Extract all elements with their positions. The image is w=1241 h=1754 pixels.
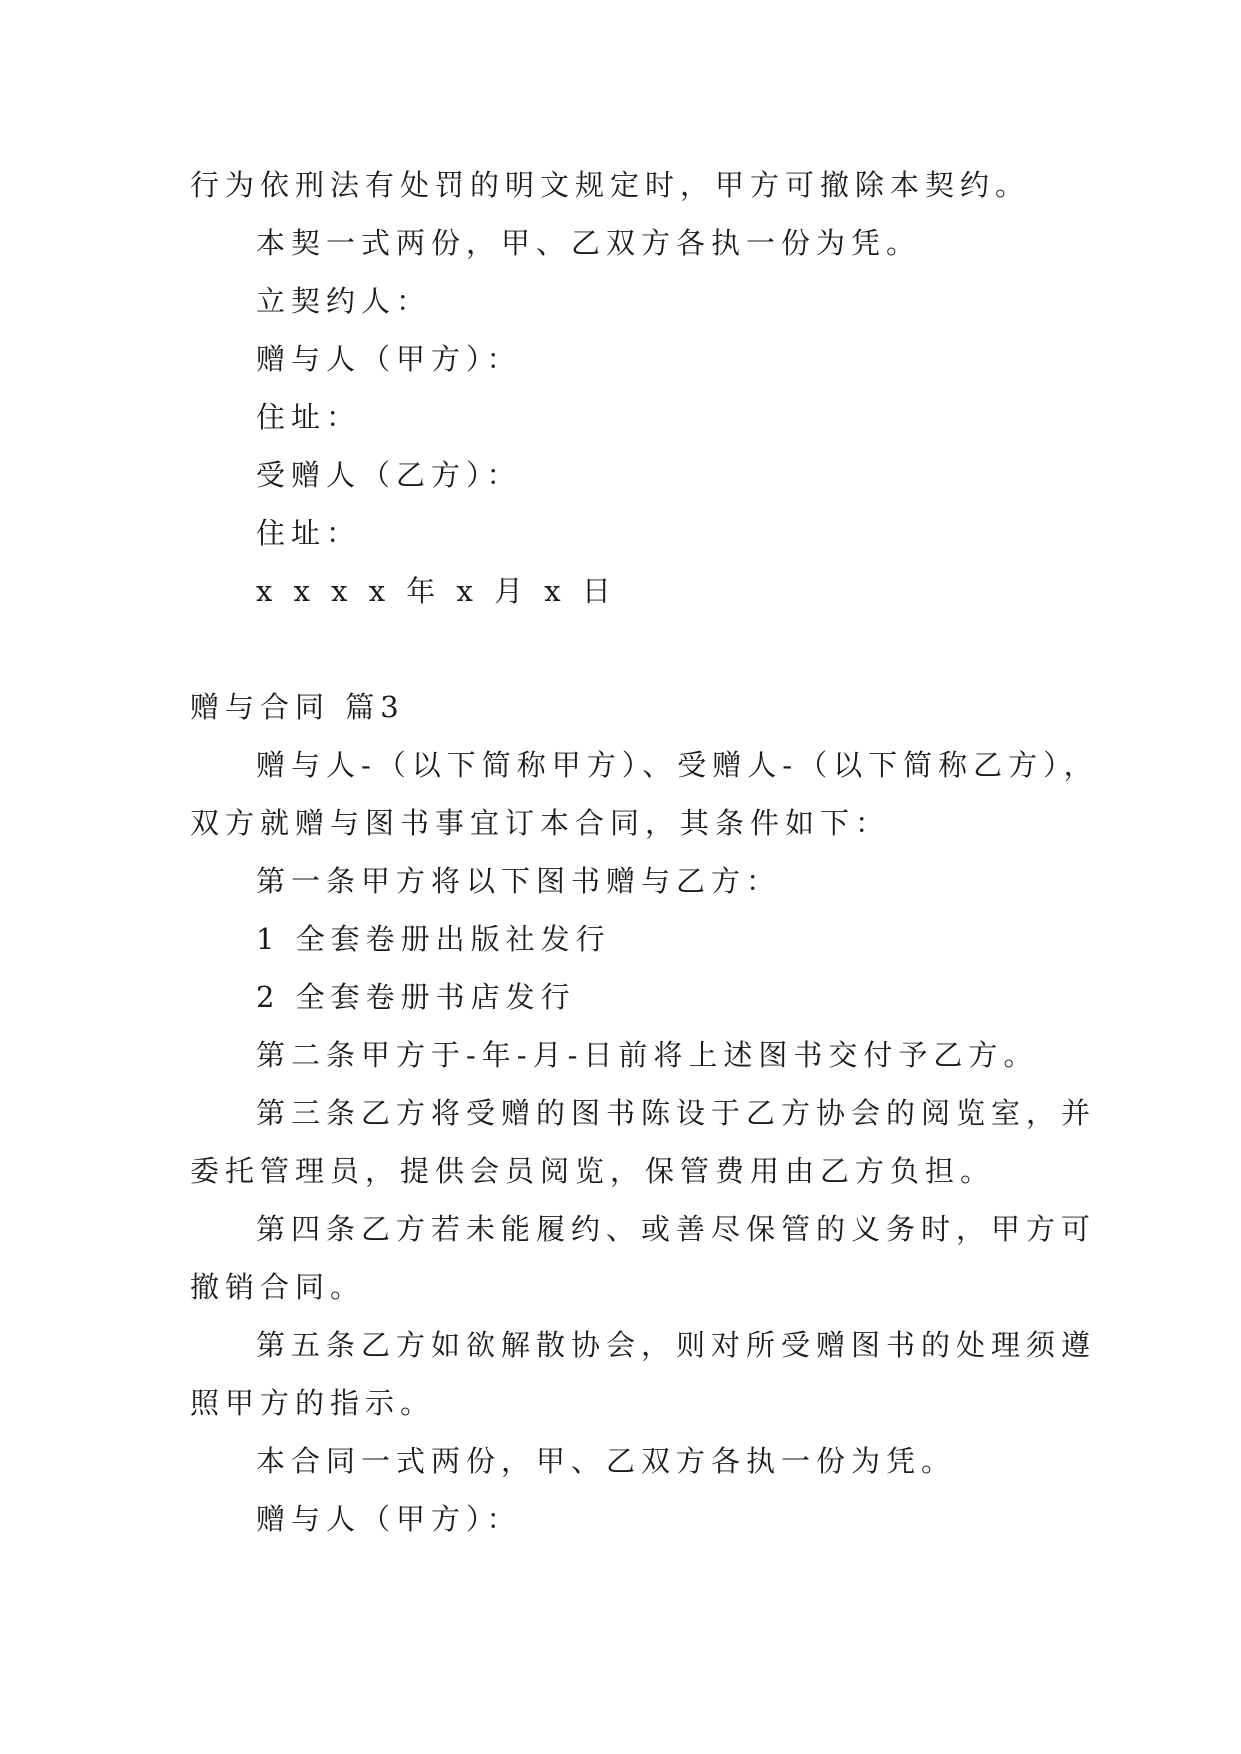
list-item: 2 全套卷册书店发行 [256,980,576,1014]
date-line: x x x x 年 x 月 x 日 [256,574,617,608]
article-line: 第二条甲方于-年-月-日前将上述图书交付予乙方。 [256,1038,1039,1072]
article-line: 第一条甲方将以下图书赠与乙方： [256,864,782,898]
donor-label: 赠与人（甲方）： [256,1502,522,1536]
address-label: 住址： [256,400,362,434]
list-item: 1 全套卷册出版社发行 [256,922,611,956]
article-line: 第三条乙方将受赠的图书陈设于乙方协会的阅览室，并 [256,1096,1097,1130]
paragraph-line: 撤销合同。 [190,1270,366,1304]
paragraph-line: 委托管理员，提供会员阅览，保管费用由乙方负担。 [190,1154,996,1188]
paragraph-line: 照甲方的指示。 [190,1386,436,1420]
donee-label: 受赠人（乙方）： [256,458,522,492]
address-label: 住址： [256,516,362,550]
article-line: 第五条乙方如欲解散协会，则对所受赠图书的处理须遵 [256,1328,1097,1362]
donor-label: 赠与人（甲方）： [256,342,522,376]
paragraph-line: 赠与人-（以下简称甲方）、受赠人-（以下简称乙方）， [256,748,1099,782]
paragraph-line: 行为依刑法有处罚的明文规定时，甲方可撤除本契约。 [190,168,1031,202]
article-line: 第四条乙方若未能履约、或善尽保管的义务时，甲方可 [256,1212,1097,1246]
section-heading: 赠与合同 篇3 [190,690,405,724]
paragraph-line: 本契一式两份，甲、乙双方各执一份为凭。 [256,226,922,260]
signatory-heading: 立契约人： [256,284,432,318]
paragraph-line: 本合同一式两份，甲、乙双方各执一份为凭。 [256,1444,957,1478]
paragraph-line: 双方就赠与图书事宜订本合同，其条件如下： [190,806,891,840]
